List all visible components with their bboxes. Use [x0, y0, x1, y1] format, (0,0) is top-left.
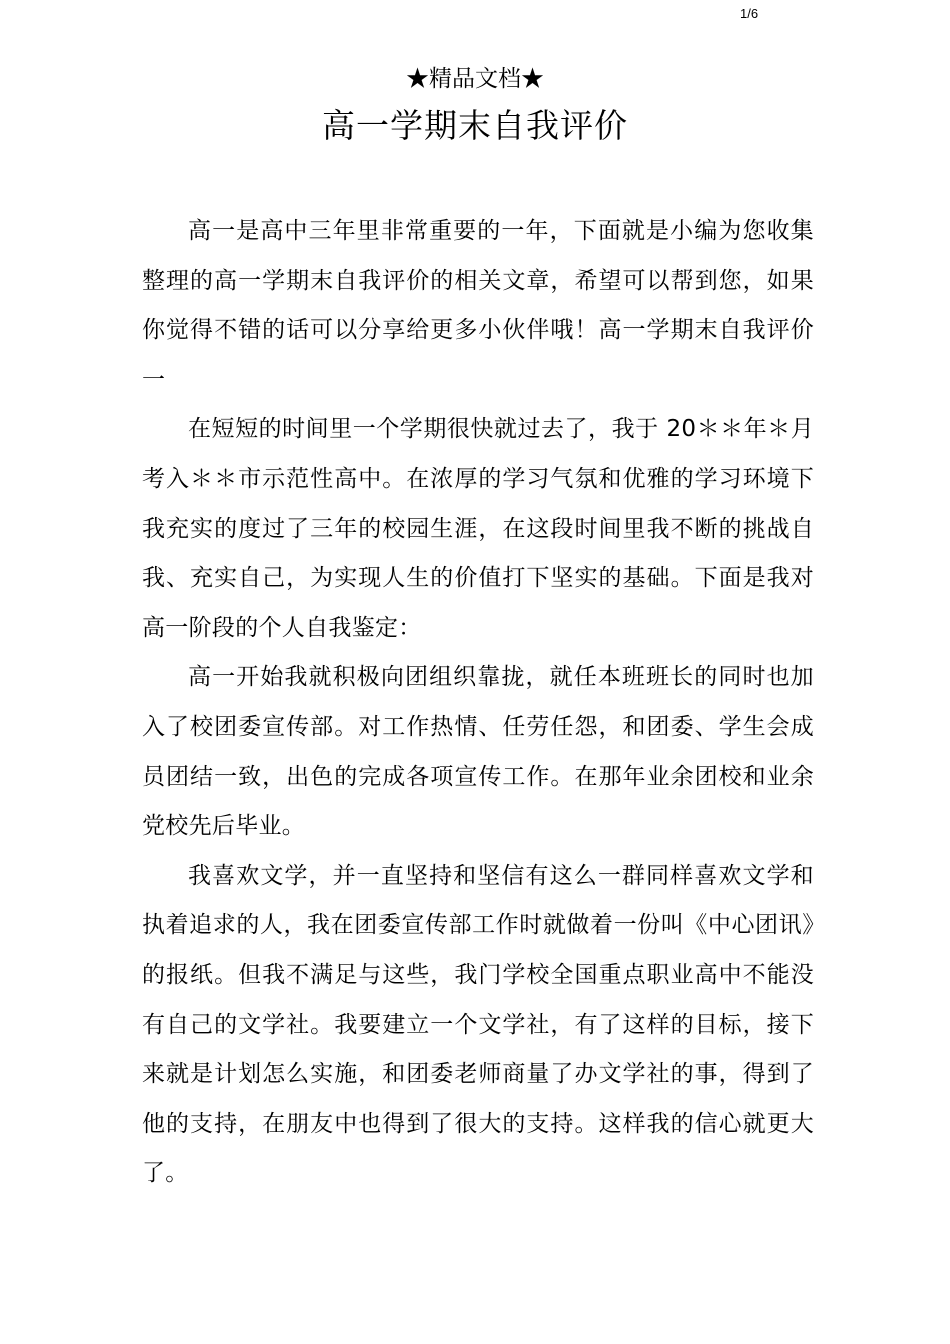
- paragraph-1: 高一是高中三年里非常重要的一年，下面就是小编为您收集整理的高一学期末自我评价的相关文章，希望可以帮到您，如果你觉得不错的话可以分享给更多小伙伴哦！高一学期末自我评价一: [142, 218, 814, 393]
- page-number: 1/6: [740, 6, 759, 21]
- paragraph-2: 在短短的时间里一个学期很快就过去了，我于 20＊＊年＊月考入＊＊市示范性高中。在浓厚的学习气氛和优雅的学习环境下我充实的度过了三年的校园生涯，在这段时间里我不断的挑战自我、充实自己，为实现人生的价值打下坚实的基础。下面是我对高一阶段的个人自我鉴定：: [142, 416, 814, 641]
- paragraph-3: 高一开始我就积极向团组织靠拢，就任本班班长的同时也加入了校团委宣传部。对工作热情、任劳任怨，和团委、学生会成员团结一致，出色的完成各项宣传工作。在那年业余团校和业余党校先后毕业。: [142, 664, 814, 840]
- document-title: 高一学期末自我评价: [322, 106, 628, 145]
- header-label: ★精品文档★: [406, 66, 544, 92]
- paragraph-4: 我喜欢文学，并一直坚持和坚信有这么一群同样喜欢文学和执着追求的人，我在团委宣传部工作时就做着一份叫《中心团讯》的报纸。但我不满足与这些，我门学校全国重点职业高中不能没有自己的文学社。我要建立一个文学社，有了这样的目标，接下来就是计划怎么实施，和团委老师商量了办文学社的事，得到了他的支持，在朋友中也得到了很大的支持。这样我的信心就更大了。: [142, 862, 814, 1187]
- document-body: [142, 207, 814, 1199]
